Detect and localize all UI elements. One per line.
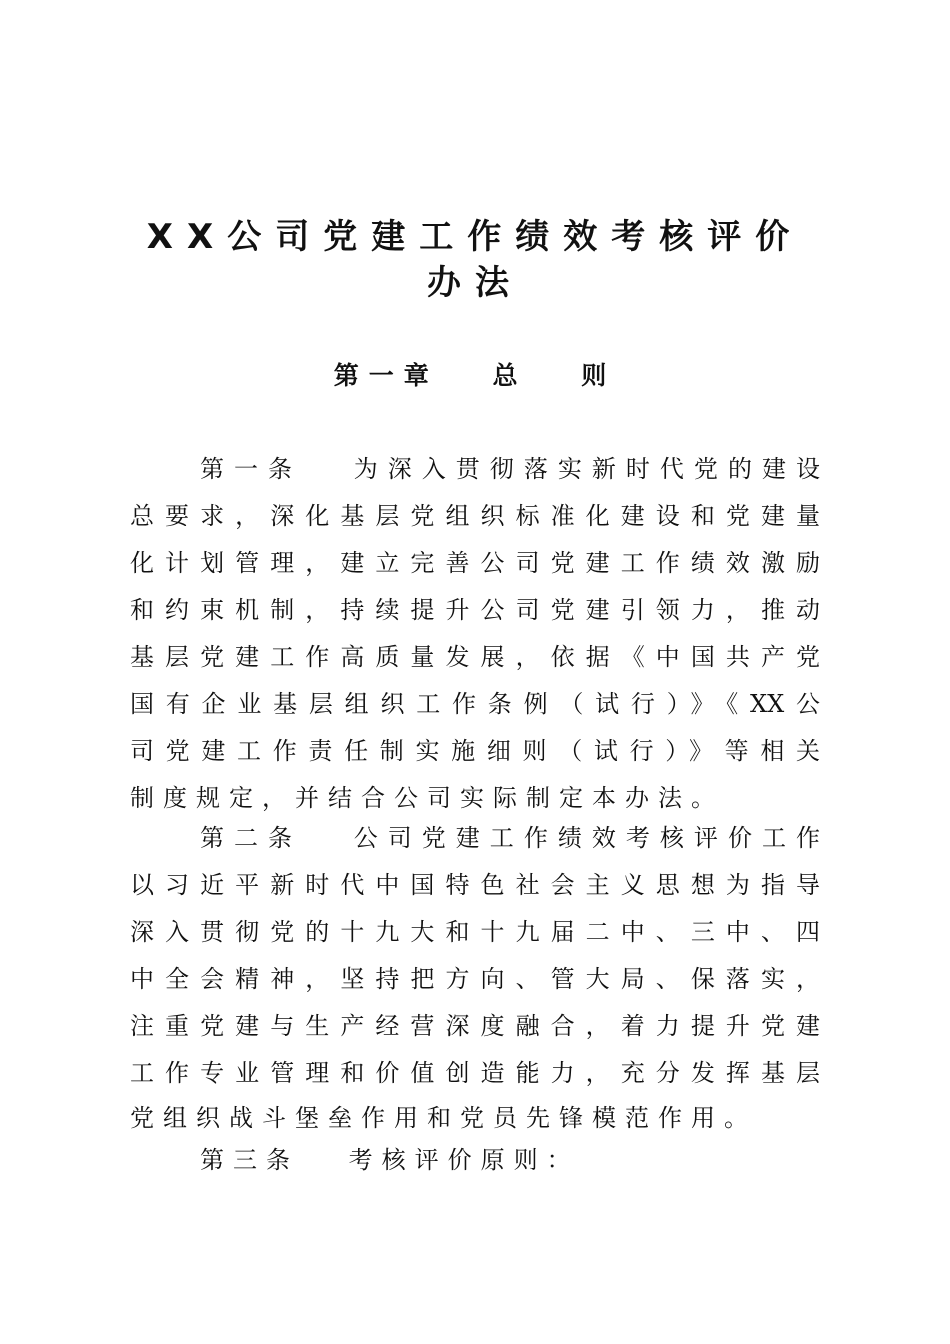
- article-1-line: 司党建工作责任制实施细则（试行）》等相关: [130, 737, 820, 765]
- article-2-line: 中全会精神，坚持把方向、管大局、保落实，: [130, 965, 820, 993]
- article-2-line: 工作专业管理和价值创造能力，充分发挥基层: [130, 1059, 820, 1087]
- article-1-line: 化计划管理，建立完善公司党建工作绩效激励: [130, 549, 820, 577]
- article-2-line: 第二条 公司党建工作绩效考核评价工作: [200, 824, 820, 852]
- article-2-line: 深入贯彻党的十九大和十九届二中、三中、四: [130, 918, 820, 946]
- document-title-line-1: XX公司党建工作绩效考核评价: [146, 217, 804, 257]
- article-3-line: 第三条 考核评价原则：: [200, 1146, 580, 1174]
- article-2-line: 党组织战斗堡垒作用和党员先锋模范作用。: [130, 1104, 757, 1132]
- article-2-line: 注重党建与生产经营深度融合，着力提升党建: [130, 1012, 820, 1040]
- chapter-heading: 第一章 总 则: [333, 361, 617, 390]
- article-1-line: 第一条 为深入贯彻落实新时代党的建设: [200, 455, 820, 483]
- article-1-line: 总要求，深化基层党组织标准化建设和党建量: [130, 502, 820, 530]
- article-1-line: 制度规定，并结合公司实际制定本办法。: [130, 784, 724, 812]
- article-2-line: 以习近平新时代中国特色社会主义思想为指导: [130, 871, 820, 899]
- article-1-line: 和约束机制，持续提升公司党建引领力，推动: [130, 596, 820, 624]
- document-title-line-2: 办法: [427, 263, 523, 303]
- article-1-line: 基层党建工作高质量发展，依据《中国共产党: [130, 643, 820, 671]
- article-1-line: 国有企业基层组织工作条例（试行）》《XX公: [130, 690, 820, 718]
